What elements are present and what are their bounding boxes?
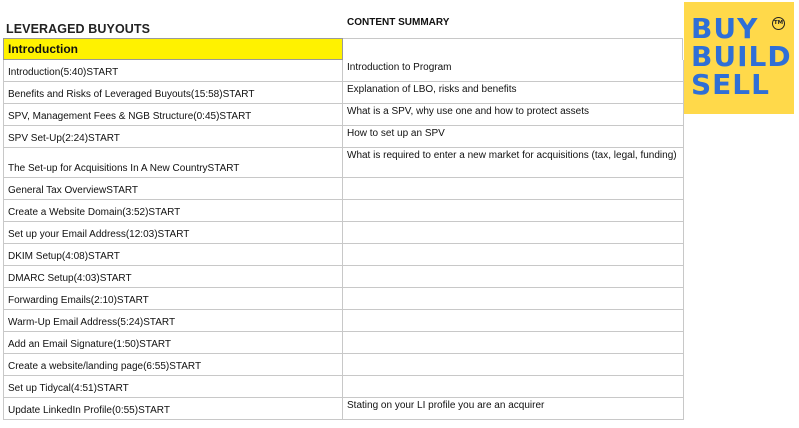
summary-cell[interactable]: Introduction to Program (343, 60, 684, 81)
summary-cell[interactable] (343, 178, 684, 199)
table-row (3, 244, 684, 266)
section-header-introduction[interactable]: Introduction (3, 38, 343, 60)
summary-cell[interactable] (343, 310, 684, 331)
table-row (3, 332, 684, 354)
lesson-cell[interactable]: General Tax OverviewSTART (3, 178, 343, 199)
lesson-cell[interactable]: SPV, Management Fees & NGB Structure(0:45)START (3, 104, 343, 125)
summary-cell[interactable] (343, 354, 684, 375)
logo-word-buy: BUY (691, 12, 759, 45)
summary-cell[interactable]: Explanation of LBO, risks and benefits (343, 82, 684, 103)
lesson-cell[interactable]: DMARC Setup(4:03)START (3, 266, 343, 287)
summary-cell[interactable] (343, 222, 684, 243)
lesson-cell[interactable]: DKIM Setup(4:08)START (3, 244, 343, 265)
summary-cell[interactable]: Stating on your LI profile you are an acquirer (343, 398, 684, 419)
page-title: LEVERAGED BUYOUTS (6, 22, 151, 36)
table-row (3, 266, 684, 288)
lesson-cell[interactable]: The Set-up for Acquisitions In A New CountrySTART (3, 148, 343, 177)
column-header-content-summary: CONTENT SUMMARY (347, 17, 450, 28)
summary-cell[interactable] (343, 266, 684, 287)
logo-word-sell: SELL (691, 68, 770, 101)
summary-cell[interactable] (343, 244, 684, 265)
lesson-cell[interactable]: Warm-Up Email Address(5:24)START (3, 310, 343, 331)
lesson-cell[interactable]: Add an Email Signature(1:50)START (3, 332, 343, 353)
table-row (3, 222, 684, 244)
lesson-cell[interactable]: SPV Set-Up(2:24)START (3, 126, 343, 147)
lesson-cell[interactable]: Update LinkedIn Profile(0:55)START (3, 398, 343, 419)
table-row (3, 126, 684, 148)
lesson-cell[interactable]: Set up your Email Address(12:03)START (3, 222, 343, 243)
table-row (3, 200, 684, 222)
lesson-cell[interactable]: Introduction(5:40)START (3, 60, 343, 81)
lesson-cell[interactable]: Set up Tidycal(4:51)START (3, 376, 343, 397)
table-row (3, 60, 684, 82)
lesson-cell[interactable]: Create a website/landing page(6:55)START (3, 354, 343, 375)
table-row (3, 376, 684, 398)
summary-cell[interactable]: How to set up an SPV (343, 126, 684, 147)
trademark-icon: TM (772, 17, 785, 30)
summary-cell[interactable] (343, 332, 684, 353)
table-row (3, 178, 684, 200)
section-header-summary-cell[interactable] (343, 38, 683, 60)
summary-cell[interactable] (343, 288, 684, 309)
table-row (3, 288, 684, 310)
course-table (3, 60, 684, 420)
lesson-cell[interactable]: Forwarding Emails(2:10)START (3, 288, 343, 309)
table-row (3, 82, 684, 104)
table-row (3, 310, 684, 332)
summary-cell[interactable]: What is a SPV, why use one and how to protect assets (343, 104, 684, 125)
summary-cell[interactable] (343, 376, 684, 397)
lesson-cell[interactable]: Benefits and Risks of Leveraged Buyouts(15:58)START (3, 82, 343, 103)
lesson-cell[interactable]: Create a Website Domain(3:52)START (3, 200, 343, 221)
table-row (3, 354, 684, 376)
buy-build-sell-logo (684, 2, 794, 114)
summary-cell[interactable] (343, 200, 684, 221)
table-row (3, 398, 684, 420)
table-row (3, 148, 684, 178)
summary-cell[interactable]: What is required to enter a new market for acquisitions (tax, legal, funding) (343, 148, 684, 177)
logo-word-build: BUILD (691, 40, 792, 73)
table-row (3, 104, 684, 126)
